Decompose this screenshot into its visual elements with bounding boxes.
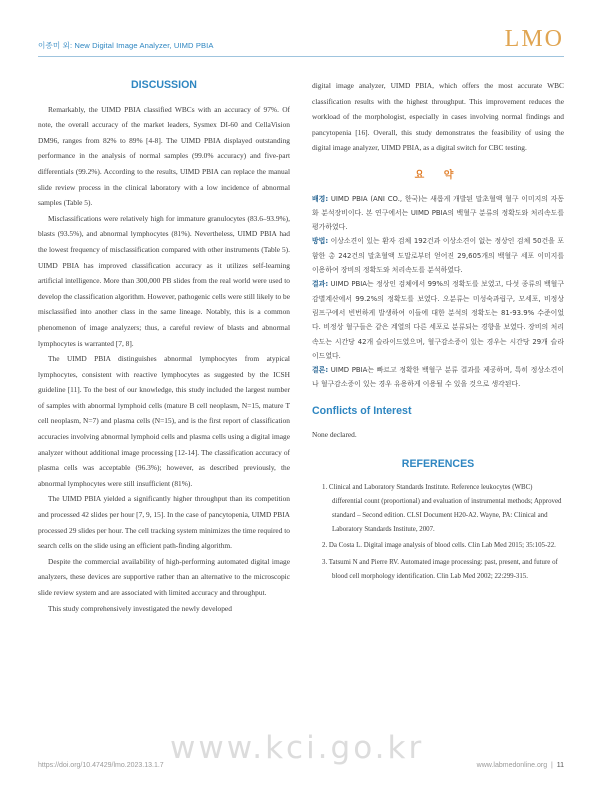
reference-item: 3. Tatsumi N and Pierre RV. Automated image processing: past, present, and future of blood cell morphology identification. Clin Lab Med 2002; 22:299-315. (322, 558, 558, 580)
summary-label: 배경: (312, 194, 329, 203)
summary-text: UIMD PBIA는 빠르고 정확한 백혈구 분류 결과를 제공하며, 특히 정상소견이나 혈구감소증이 있는 경우 유용하게 이용될 수 있을 것으로 생각된다. (312, 366, 564, 389)
references-heading: REFERENCES (401, 457, 475, 470)
discussion-paragraph: This study comprehensively investigated the newly developed (48, 603, 232, 613)
conflicts-heading: Conflicts of Interest (312, 404, 412, 417)
reference-item: 2. Da Costa L. Digital image analysis of blood cells. Clin Lab Med 2015; 35:105-22. (322, 542, 556, 550)
references-list (312, 481, 564, 584)
discussion-continuation: digital image analyzer, UIMD PBIA, which offers the most accurate WBC classification results with the highest throughput. This improvement reduces the workload of the morphologist, especially in cases involving normal findings and pancytopenia [16]. Overall, this study demonstrates the feasibility of using the digital image analyzer, UIMD PBIA, as a digital switch for CBC testing. (312, 81, 564, 153)
summary-results (312, 277, 564, 363)
conflicts-text: None declared. (312, 430, 357, 440)
kci-watermark: www.kci.go.kr (170, 730, 425, 766)
summary-methods (312, 234, 564, 277)
korean-summary (312, 192, 564, 392)
journal-logo: LMO (504, 26, 564, 52)
site-link[interactable]: www.labmedonline.org (476, 762, 548, 769)
korean-summary-heading: 요 약 (414, 169, 462, 181)
page-number: 11 (556, 762, 564, 769)
discussion-paragraph: Remarkably, the UIMD PBIA classified WBCs with an accuracy of 97%. Of note, the overall accuracy of the market leaders, Sysmex DI-60 and CellaVision DM96, ranges from 82% to 89% [4-8]. The UIMD PBIA displayed outstanding performance in the analysis of normal samples (99.0% accuracy) and five-part differentials (99.2%). According to the results, UIMD PBIA can replace the manual slide review process in the clinical laboratory with a low incidence of abnormal samples (Table 5). (38, 104, 290, 208)
summary-text: 이상소견이 있는 환자 검체 192건과 이상소견이 없는 정상인 검체 50건을 포함한 총 242건의 말초혈액 도말로부터 얻어진 29,605개의 백혈구 세포 이미지를 이용하여 장비의 정확도와 처리속도를 분석하였다. (312, 237, 564, 275)
header-divider (38, 56, 564, 57)
discussion-heading: DISCUSSION (131, 79, 197, 91)
right-column (312, 78, 564, 586)
discussion-paragraph: The UIMD PBIA distinguishes abnormal lymphocytes from atypical lymphocytes, consistent with reactive lymphocytes as suggested by the ICSH guideline [11]. To the best of our knowledge, this study included the largest number of samples with abnormal lymphoid cells (mature B cell neoplasm, N=15, mature T cell neoplasm, N=7) and plasma cells (N=15), and is the first report of classification accuracies involving abnormal lymphoid cells and plasma cells using a digital image analyzer without additional image processing [12-14]. The classification accuracy of plasma cells was acceptable (96.3%); however, as described previously, the abnormal lymphocytes were still insufficient (81%). (38, 354, 290, 488)
discussion-paragraph: Misclassifications were relatively high for immature granulocytes (83.6–93.9%), blasts (93.5%), and abnormal lymphocytes (81%). Nevertheless, UIMD PBIA had the lowest frequency of misclassification compared with other instruments (Table 5). UIMD PBIA has improved classification accuracy as it utilizes self-learning artificial intelligence. More than 300,000 PB slides from the real world were used to develop the classification algorithm. However, pathogenic cells were still likely to be misclassified into another class in the same lineage. Notably, this is a common phenomenon of image analyzers; thus, a careful review of blasts and abnormal lymphocytes is warranted [7, 8]. (38, 213, 290, 348)
summary-background (312, 192, 564, 235)
reference-item: 1. Clinical and Laboratory Standards Institute. Reference leukocytes (WBC) differential count (proportional) and evaluation of instrumental methods; Approved standard – Second edition. CLSI Document H20-A2. Wayne, PA: Clinical and Laboratory Standards Institute, 2007. (322, 483, 562, 534)
summary-label: 결론: (312, 366, 329, 375)
summary-label: 결과: (312, 280, 329, 289)
summary-text: UIMD PBIA (ANI CO., 한국)는 새롭게 개발된 말초혈액 혈구 이미지의 자동화 분석장비이다. 본 연구에서는 UIMD PBIA의 백혈구 분류의 정확도와 처리속도를 평가하였다. (312, 194, 564, 232)
running-title: 이종미 외: New Digital Image Analyzer, UIMD PBIA (38, 41, 214, 50)
footer-site: www.labmedonline.org | 11 (476, 762, 564, 769)
doi-link[interactable]: https://doi.org/10.47429/lmo.2023.13.1.7 (38, 762, 164, 769)
left-column (38, 76, 290, 616)
summary-label: 방법: (312, 237, 329, 246)
summary-conclusions (312, 363, 564, 392)
summary-text: UIMD PBIA는 정상인 검체에서 99%의 정확도를 보였고, 다섯 종류의 백혈구감별계산에서 99.2%의 정확도를 보였다. 오분류는 미성숙과립구, 모세포, 비정상 림프구에서 빈번하게 발생하여 이들에 대한 분석의 정확도는 81-93.9% 수준이었다. 비정상 혈구들은 같은 계열의 다른 세포로 분류되는 경향을 보였다. 장비의 처리속도는 시간당 42개 슬라이드였으며, 혈구감소증이 있는 경우는 시간당 29개 슬라이드였다. (312, 280, 564, 360)
discussion-paragraph: Despite the commercial availability of high-performing automated digital image analyzers, these devices are supportive rather than an alternative to the microscopic slide review system and are associated with limited accuracy and throughput. (38, 556, 290, 597)
discussion-paragraph: The UIMD PBIA yielded a significantly higher throughput than its competition and processed 42 slides per hour [7, 9, 15]. In the case of pancytopenia, UIMD PBIA processed 29 slides per hour. The cell tracking system minimizes the time required to search cells on the slide using an efficient path-finding algorithm. (38, 494, 290, 551)
